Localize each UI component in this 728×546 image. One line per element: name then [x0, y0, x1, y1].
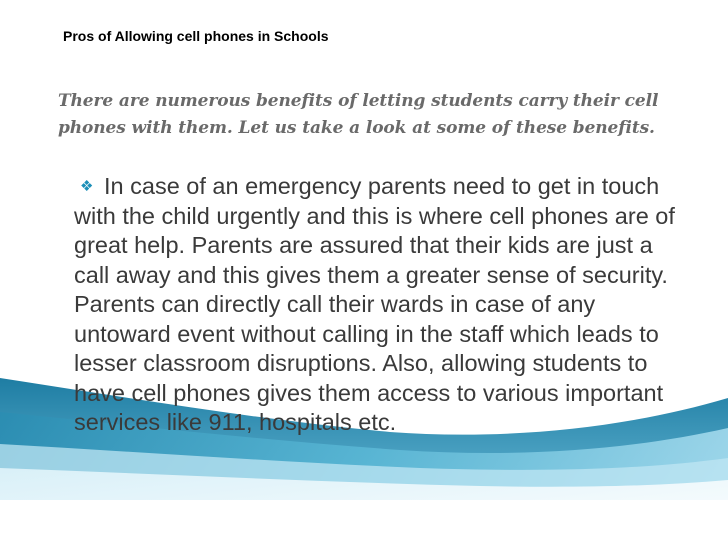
bullet-text: In case of an emergency parents need to get in touch with the child urgently and this is where cell phones are of great help. Parents are assured that their kids are just a call away and this gives them a greater sense of security. Parents can directly call their wards in case of any untoward event without calling in the staff which leads to lesser classroom disruptions. Also, allowing students to have cell phones gives them access to various important services like 911, hospitals etc. [74, 173, 675, 435]
diamond-bullet-icon: ❖ [80, 178, 94, 195]
slide-title: Pros of Allowing cell phones in Schools [63, 28, 329, 44]
bullet-paragraph [74, 172, 684, 438]
slide-subtitle: There are numerous benefits of letting students carry their cell phones with them. Let us take a look at some of these benefits. [58, 91, 659, 138]
